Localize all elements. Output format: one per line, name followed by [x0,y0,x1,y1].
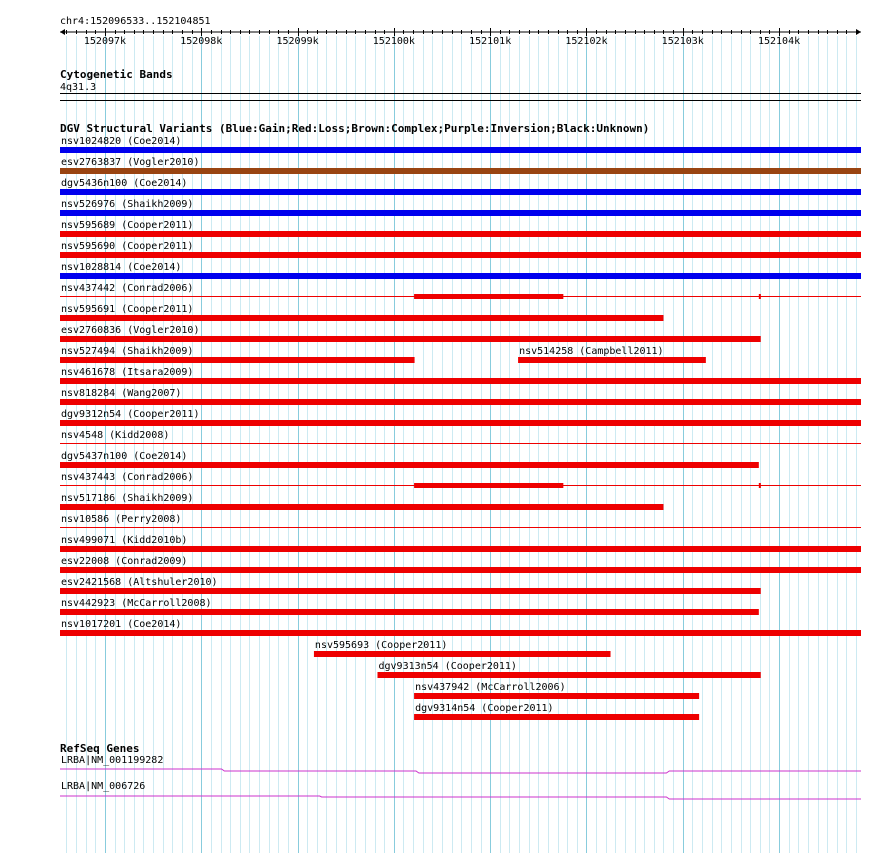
variant-label[interactable]: nsv499071 (Kidd2010b) [61,535,188,546]
variant-bar[interactable] [60,357,415,363]
variant-bar[interactable] [60,189,861,195]
location-label: chr4:152096533..152104851 [60,16,211,27]
variant-row[interactable] [60,514,861,528]
variant-label[interactable]: nsv595689 (Cooper2011) [61,220,194,231]
variant-label[interactable]: nsv442923 (McCarroll2008) [61,598,212,609]
variant-label[interactable]: nsv1017201 (Coe2014) [61,619,182,630]
variant-bar[interactable] [60,630,861,636]
variant-label[interactable]: esv2763837 (Vogler2010) [61,157,200,168]
variant-bar[interactable] [60,378,861,384]
variant-row[interactable] [60,472,861,488]
variant-bar[interactable] [60,336,761,342]
variant-row[interactable] [60,409,861,426]
ruler-tick-label: 152100k [372,36,415,47]
variant-row[interactable] [60,388,861,405]
variant-row[interactable] [60,157,861,174]
variant-row[interactable] [60,304,663,321]
cytoband-bottom-line [60,100,861,101]
variant-line[interactable] [60,527,861,528]
variant-row[interactable] [60,493,663,510]
ruler-tick-label: 152102k [565,36,608,47]
variant-row[interactable] [60,556,861,573]
variant-label[interactable]: nsv818284 (Wang2007) [61,388,182,399]
variant-label[interactable]: dgv9312n54 (Cooper2011) [61,409,200,420]
variant-bar[interactable] [60,399,861,405]
variant-label[interactable]: nsv461678 (Itsara2009) [61,367,194,378]
gene-model-line[interactable] [60,796,861,799]
variant-label[interactable]: dgv9313n54 (Cooper2011) [378,661,517,672]
refseq-track-title: RefSeq Genes [60,742,140,755]
variant-block[interactable] [759,483,761,488]
variant-label[interactable]: nsv595690 (Cooper2011) [61,241,194,252]
variant-bar[interactable] [60,546,861,552]
variant-row[interactable] [60,220,861,237]
variant-label[interactable]: nsv517186 (Shaikh2009) [61,493,194,504]
variant-row[interactable] [60,325,761,342]
gene-label[interactable]: LRBA|NM_001199282 [61,755,164,766]
variant-bar[interactable] [414,693,699,699]
cytoband-bar[interactable] [60,93,861,94]
variant-list [60,136,861,720]
variant-label[interactable]: nsv1024820 (Coe2014) [61,136,182,147]
variant-row[interactable] [60,199,861,216]
variant-label[interactable]: nsv4548 (Kidd2008) [61,430,170,441]
variant-bar[interactable] [60,504,663,510]
dgv-track [60,122,861,720]
variant-label[interactable]: nsv1028814 (Coe2014) [61,262,182,273]
ruler-tick-label: 152097k [83,36,127,47]
variant-block[interactable] [414,294,563,299]
variant-label[interactable]: nsv437442 (Conrad2006) [61,283,194,294]
ruler-tick-label: 152099k [276,36,319,47]
variant-row[interactable] [414,682,699,699]
variant-row[interactable] [60,178,861,195]
cytoband-track-title: Cytogenetic Bands [60,68,173,81]
variant-bar[interactable] [60,168,861,174]
ruler-tick-label: 152103k [661,36,704,47]
variant-bar[interactable] [414,714,699,720]
variant-bar[interactable] [60,462,759,468]
variant-row[interactable] [60,619,861,636]
cytoband-label: 4q31.3 [60,82,97,93]
ruler [60,16,861,47]
ruler-tick-label: 152104k [757,36,801,47]
variant-label[interactable]: dgv5436n100 (Coe2014) [61,178,188,189]
variant-label[interactable]: nsv437443 (Conrad2006) [61,472,194,483]
variant-bar[interactable] [60,420,861,426]
variant-label[interactable]: esv22008 (Conrad2009) [61,556,188,567]
variant-row[interactable] [60,430,861,444]
variant-label[interactable]: nsv527494 (Shaikh2009) [61,346,194,357]
ruler-tick-label: 152101k [469,36,512,47]
ruler-tick-label: 152098k [180,36,223,47]
variant-bar[interactable] [314,651,611,657]
variant-row[interactable] [60,577,761,594]
variant-bar[interactable] [60,147,861,153]
variant-row[interactable] [60,283,861,299]
variant-label[interactable]: dgv9314n54 (Cooper2011) [415,703,554,714]
variant-bar[interactable] [60,588,761,594]
variant-row[interactable] [60,136,861,153]
variant-row[interactable] [314,640,611,657]
variant-label[interactable]: nsv595691 (Cooper2011) [61,304,194,315]
variant-block[interactable] [759,294,761,299]
gene-row[interactable] [60,781,861,799]
variant-row[interactable] [60,346,706,363]
variant-block[interactable] [414,483,563,488]
variant-label[interactable]: esv2760836 (Vogler2010) [61,325,200,336]
variant-label[interactable]: nsv595693 (Cooper2011) [314,640,448,651]
variant-row[interactable] [60,262,861,279]
gene-label[interactable]: LRBA|NM_006726 [61,781,146,792]
variant-bar[interactable] [518,357,706,363]
gene-row[interactable] [60,755,861,773]
scroll-right-arrow-icon[interactable] [856,29,861,35]
variant-line[interactable] [60,443,861,444]
variant-row[interactable] [414,703,699,720]
variant-row[interactable] [60,367,861,384]
variant-row[interactable] [60,535,861,552]
gene-list [60,755,861,799]
scroll-left-arrow-icon[interactable] [60,29,65,35]
variant-bar[interactable] [377,672,760,678]
variant-label[interactable]: nsv514258 (Campbell2011) [519,346,664,357]
variant-label[interactable]: nsv10586 (Perry2008) [61,514,182,525]
variant-label[interactable]: esv2421568 (Altshuler2010) [61,577,218,588]
variant-bar[interactable] [60,567,861,573]
variant-label[interactable]: nsv437942 (McCarroll2006) [415,682,566,693]
variant-bar[interactable] [60,231,861,237]
variant-bar[interactable] [60,609,759,615]
dgv-track-title: DGV Structural Variants (Blue:Gain;Red:Loss;Brown:Complex;Purple:Inversion;Black:Unknown) [60,122,650,135]
variant-bar[interactable] [60,210,861,216]
refseq-track [60,742,861,799]
variant-label[interactable]: dgv5437n100 (Coe2014) [61,451,188,462]
variant-row[interactable] [377,661,760,678]
cytoband-track [60,68,861,101]
variant-bar[interactable] [60,315,663,321]
variant-bar[interactable] [60,273,861,279]
variant-label[interactable]: nsv526976 (Shaikh2009) [61,199,194,210]
gene-model-line[interactable] [60,769,861,773]
variant-row[interactable] [60,241,861,258]
variant-bar[interactable] [60,252,861,258]
